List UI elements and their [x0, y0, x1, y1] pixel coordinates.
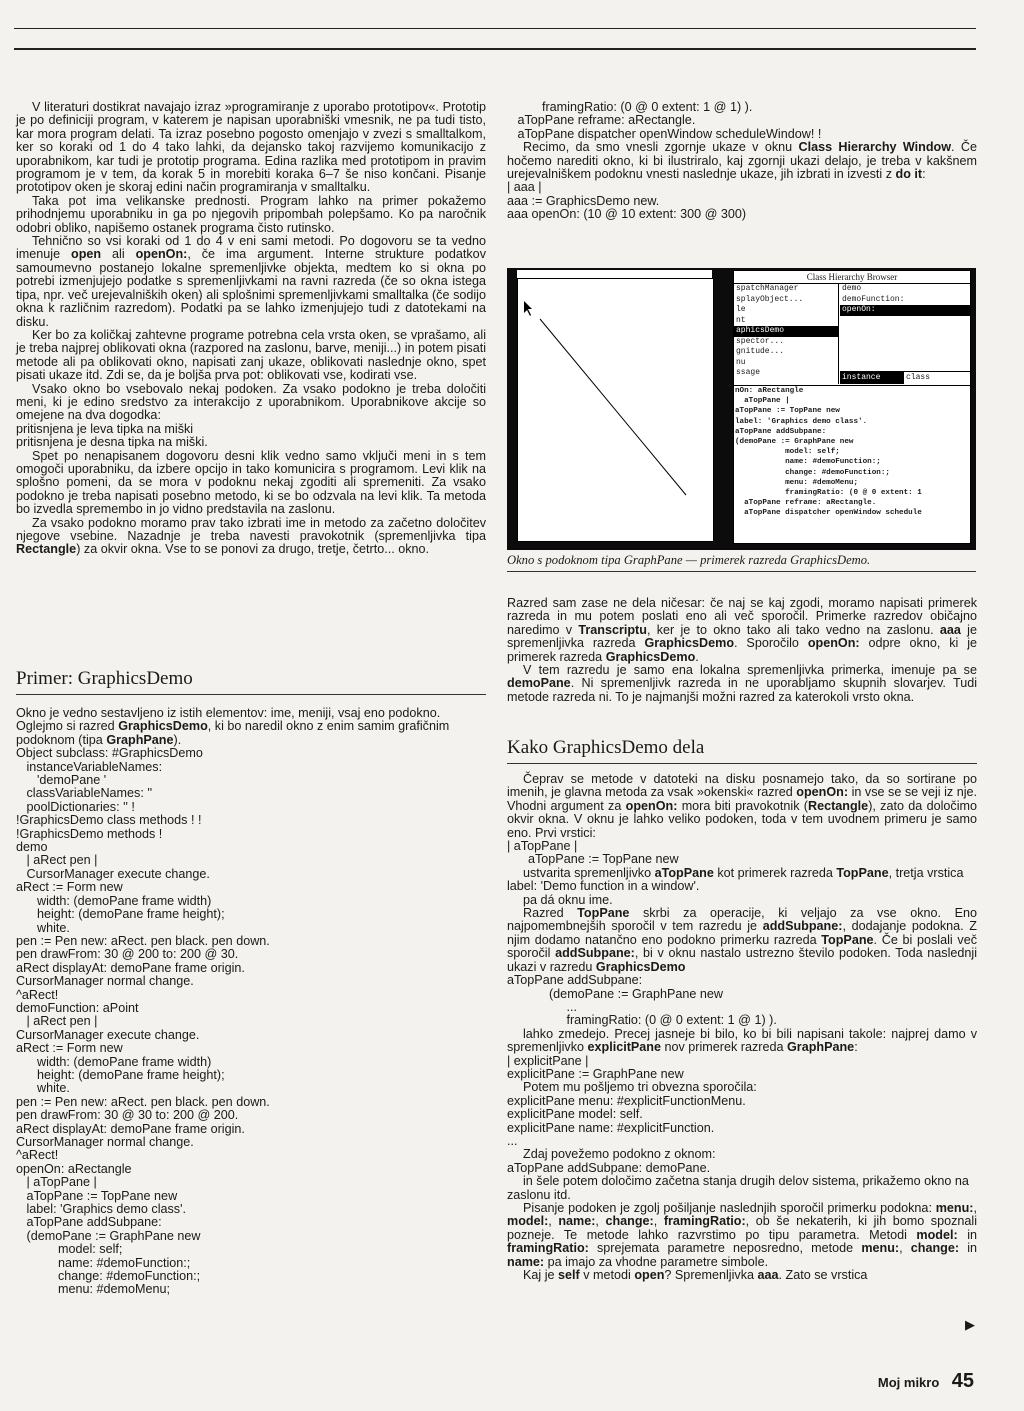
code-line: framingRatio: (0 @ 0 extent: 1 @ 1) ).	[507, 1013, 777, 1028]
code-line: CursorManager normal change.	[16, 974, 194, 989]
code-line: aRect displayAt: demoPane frame origin.	[16, 1121, 245, 1136]
class-list	[734, 284, 839, 384]
code-line: demo	[16, 840, 48, 855]
class-list-item: ssage	[736, 368, 761, 377]
paragraph: Ker bo za količkaj zahtevne programe potrebna cela vrsta oken, se vprašamo, ali je treba najprej oblikovati okna (razpored na zaslonu, barve, meniji...) in potem pisati metode ali pa oblikovati okno, napisati zanj ukaze, oblikovati naslednje okno, spet pisati ukaze itd. Zdi se, da je boljša prva pot: oblikovati vse, kodirati vse.	[16, 327, 486, 383]
class-list-item: spector...	[736, 336, 785, 346]
code-line: aaa openOn: (10 @ 10 extent: 300 @ 300)	[507, 207, 747, 222]
code-line: aTopPane addSubpane: demoPane.	[507, 1160, 711, 1175]
code-line: CursorManager normal change.	[16, 1135, 194, 1149]
top-rule-thin	[14, 28, 976, 29]
code-line: !GraphicsDemo methods !	[16, 826, 163, 841]
class-list-item: le	[736, 305, 746, 314]
graph-pane-canvas	[518, 279, 713, 541]
code-line: ^aRect!	[16, 1148, 59, 1163]
code-line: ...	[507, 1133, 518, 1148]
method-list-item: openOn:	[840, 305, 970, 316]
method-list	[840, 284, 970, 370]
instance-class-toggle	[840, 371, 970, 384]
code-line: | aRect pen |	[16, 853, 98, 868]
class-list-item: nu	[736, 357, 746, 367]
paragraph: in šele potem določimo začetna stanja drugih delov sistema, prikažemo okno na zaslonu itd.	[507, 1174, 969, 1202]
code-line: explicitPane menu: #explicitFunctionMenu.	[507, 1093, 746, 1108]
paragraph: lahko zmedejo. Precej jasneje bi bilo, ko bi bili napisani takole: najprej damo v spremenljivko explicitPane nov primerek razreda GraphPane:	[507, 1026, 977, 1055]
class-list-item: splayObject...	[736, 294, 804, 304]
class-list-item: spatchManager	[736, 284, 799, 293]
code-line: pen drawFrom: 30 @ 30 to: 200 @ 200.	[16, 1108, 239, 1123]
page-number: 45	[951, 1370, 974, 1392]
heading-underline	[16, 694, 486, 695]
code-line: (demoPane := GraphPane new	[507, 986, 723, 1001]
left-column	[16, 101, 486, 557]
code-line: model: self;	[16, 1242, 123, 1257]
browser-title: Class Hierarchy Browser	[734, 271, 970, 284]
code-line: classVariableNames: ''	[16, 786, 153, 801]
paragraph: Zdaj povežemo podokno z oknom:	[523, 1147, 716, 1162]
right-top-block	[507, 101, 977, 222]
code-line: explicitPane := GraphPane new	[507, 1066, 684, 1081]
class-hierarchy-browser-window	[733, 270, 971, 544]
code-line: aaa := GraphicsDemo new.	[507, 193, 660, 208]
mouse-cursor-icon	[524, 301, 532, 316]
code-line: (demoPane := GraphPane new	[16, 1228, 201, 1243]
code-line: | explicitPane |	[507, 1053, 589, 1068]
top-rule-thick	[14, 48, 976, 50]
code-line: white.	[16, 1081, 70, 1096]
page-footer	[878, 1370, 974, 1393]
code-line: openOn: aRectangle	[16, 1161, 132, 1176]
magazine-name: Moj mikro	[877, 1375, 940, 1390]
code-line: width: (demoPane frame width)	[16, 893, 212, 908]
code-line: framingRatio: (0 @ 0 extent: 1 @ 1) ).	[507, 100, 753, 114]
code-line: !GraphicsDemo class methods ! !	[16, 813, 202, 828]
class-list-item: nt	[736, 315, 746, 325]
instance-toggle: instance	[840, 372, 904, 384]
graphics-window-titlebar	[517, 270, 712, 278]
class-toggle: class	[906, 373, 931, 382]
paragraph: Vsako okno bo vsebovalo nekaj podoken. Za vsako podokno je treba določiti meni, ki je edino sredstvo za interakcijo z uporabnikom. Uporabnikove akcije so omejene na dva dogodka:	[16, 381, 486, 423]
code-line: menu: #demoMenu;	[16, 1282, 170, 1297]
paragraph: Razred TopPane skrbi za operacije, ki veljajo za vse okno. Eno najpomembnejših sporočil v tem razredu je addSubpane:, dodajanje podokna. Z njim dodamo natančno eno podokno primerku razreda TopPane. Če bi poslali več sporočil addSubpane:, bi v oknu nastalo ustrezno število podoken. Toda naslednji ukazi v razredu GraphicsDemo	[507, 906, 977, 974]
paragraph: Pisanje podoken je zgolj pošiljanje naslednjih sporočil primerku podokna: menu:, model:, name:, change:, framingRatio:, ob še nekaterih, ki jih bomo spoznali pozneje. Te metode lahko razvrstimo po tipu parametra. Metodi model: in framingRatio: sprejemata parametre neposredno, metode menu:, change: in name: pa imajo za vhodne parametre simbole.	[507, 1201, 978, 1269]
example-block	[16, 707, 490, 1297]
class-list-item: aphicsDemo	[734, 326, 838, 337]
code-line: poolDictionaries: '' !	[16, 799, 135, 814]
code-line: | aTopPane |	[507, 839, 578, 854]
code-line: height: (demoPane frame height);	[16, 907, 225, 922]
section-heading-primer: Primer: GraphicsDemo	[16, 668, 193, 689]
heading-underline-2	[507, 763, 977, 764]
method-list-item: demoFunction:	[842, 294, 905, 304]
continue-arrow-icon: ▶	[965, 1317, 975, 1332]
class-hierarchy-paragraph: Recimo, da smo vnesli zgornje ukaze v oknu Class Hierarchy Window. Če hočemo narediti okno, ki bi ilustriralo, kaj zgornji ukazi delajo, je treba v kakšnem urejevalniškem podoknu vnesti naslednje ukaze, jih izbrati in izvesti z do it:	[507, 140, 977, 182]
code-continued	[507, 101, 977, 141]
paragraph: Potem mu pošljemo tri obvezna sporočila:	[523, 1080, 757, 1095]
code-line: aTopPane addSubpane:	[16, 1215, 162, 1230]
code-line: width: (demoPane frame width)	[16, 1054, 212, 1069]
method-list-item: demo	[842, 284, 862, 293]
right-mid-block	[507, 597, 977, 704]
code-line: name: #demoFunction:;	[16, 1255, 191, 1270]
code-line: pen drawFrom: 30 @ 200 to: 200 @ 30.	[16, 947, 239, 962]
drawn-line	[540, 319, 686, 495]
class-list-item: gnitude...	[736, 347, 785, 356]
events-list	[16, 423, 486, 450]
code-line: pen := Pen new: aRect. pen black. pen down.	[16, 1094, 270, 1109]
code-line: label: 'Demo function in a window'.	[507, 879, 700, 894]
code-line: instanceVariableNames:	[16, 759, 163, 774]
code-line: CursorManager execute change.	[16, 1027, 200, 1042]
class-paragraph: Razred sam zase ne dela ničesar: če naj se kaj zgodi, moramo napisati primerek razreda in mu potem poslati eno ali več sporočil. Primerke razredov običajno naredimo v Transcriptu, ker je to okno tako ali tako vedno na zaslonu. aaa je spremenljivka razreda GraphicsDemo. Sporočilo openOn: odpre okno, ki je primerek razreda GraphicsDemo.	[507, 596, 977, 664]
paragraph: Za vsako podokno moramo prav tako izbrati ime in metodo za začetno določitev njegove vsebine. Nazadnje je treba navesti pravokotnik (spremenljivka tipa Rectangle) za okvir okna. Vse to se ponovi za drugo, tretje, četrto... okno.	[16, 515, 486, 557]
code-line: aTopPane reframe: aRectangle.	[507, 113, 696, 128]
code-line: aRect := Form new	[16, 880, 123, 895]
caption-underline	[507, 571, 976, 572]
code-line: aTopPane dispatcher openWindow scheduleWindow! !	[507, 126, 822, 141]
do-it-code	[507, 181, 977, 221]
code-line: aTopPane addSubpane:	[507, 973, 643, 988]
code-line: aTopPane := TopPane new	[507, 852, 679, 867]
graphics-demo-window	[517, 278, 714, 542]
code-line: aTopPane := TopPane new	[16, 1188, 178, 1203]
screenshot-figure	[507, 268, 976, 550]
code-line: white.	[16, 920, 70, 935]
code-line: | aTopPane |	[16, 1175, 97, 1190]
code-line: | aRect pen |	[16, 1014, 98, 1029]
browser-code-pane: nOn: aRectangle aTopPane | aTopPane := TopPane new label: 'Graphics demo class'. aTopPane addSubpane: (demoPane := GraphPane new model: self; name: #demoFunction:; change: #demoFunction:; menu: #demoMenu; framingRatio: (0 @ 0 extent: 1 aTopPane reframe: aRectangle. aTopPane dispatcher openWindow schedule	[734, 385, 970, 543]
paragraph: Taka pot ima velikanske prednosti. Program lahko na primer pokažemo prihodnjemu uporabniku in ga po njegovih pripombah polepšamo. Ko pa naročnik odobri obliko, napišemo ostanek programa čisto rutinsko.	[16, 193, 486, 235]
code-line: Object subclass: #GraphicsDemo	[16, 746, 203, 761]
demo-pane-paragraph: V tem razredu je samo ena lokalna spremenljivka primerka, imenuje pa se demoPane. Ni spremenljivk razreda in ne uporabljamo skupnih slovarjev. Tudi metode razreda ni. To je najmanjši možni razred za katerokoli vrsto okna.	[507, 663, 977, 704]
right-bottom-block	[507, 773, 977, 1282]
code-line: demoFunction: aPoint	[16, 1000, 139, 1015]
paragraph: ustvarita spremenljivko aTopPane kot primerek razreda TopPane, tretja vrstica	[523, 865, 964, 880]
paragraph: Kaj je self v metodi open? Spremenljivka aaa. Zato se vrstica	[523, 1268, 868, 1283]
paragraph: Čeprav se metode v datoteki na disku posnamejo tako, da so sortirane po imenih, je glavna metoda za vsak »okenski« razred openOn: in vse se se veji iz nje. Vhodni argument za openOn: mora biti pravokotnik (Rectangle), zato da določimo okvir okna. V oknu je lahko veliko podoken, toda v tem uvodnem primeru je samo eno. Prvi vrstici:	[507, 772, 978, 840]
event-item: pritisnjena je leva tipka na miški	[16, 421, 194, 436]
code-line: ^aRect!	[16, 987, 59, 1002]
paragraph: Tehnično so vsi koraki od 1 do 4 v eni sami metodi. Po dogovoru se ta vedno imenuje open ali openOn:, če ima argument. Interne strukture podatkov samoumevno postanejo lokalne spremenljivke objekta, medtem ko si okna po potrebi izmenjujejo podatke s spremenljivkami na ravni razreda (če so okna istega tipa, npr. več urejevalniških oken) ali splošnimi spremenljivkami smalltalka (če sodijo okna k različnim razredom). Podatki pa se lahko izmenjujejo tudi z datotekami na disku.	[16, 234, 486, 329]
intro-text	[16, 101, 486, 423]
code-line: aRect displayAt: demoPane frame origin.	[16, 960, 245, 975]
figure-caption: Okno s podoknom tipa GraphPane — primerek razreda GraphicsDemo.	[507, 553, 871, 567]
code-line: 'demoPane '	[16, 773, 107, 788]
code-line: aRect := Form new	[16, 1041, 123, 1056]
code-line: change: #demoFunction:;	[16, 1269, 201, 1284]
example-intro: Okno je vedno sestavljeno iz istih elementov: ime, meniji, vsaj eno podokno. Oglejmo si razred GraphicsDemo, ki bo naredil okno z enim samim grafičnim podoknom (tipa GraphPane).	[16, 706, 450, 747]
code-line: | aaa |	[507, 180, 542, 195]
code-line: height: (demoPane frame height);	[16, 1067, 225, 1082]
code-listing	[16, 747, 490, 1297]
code-line: pen := Pen new: aRect. pen black. pen down.	[16, 933, 270, 948]
paragraph: Spet po nenapisanem dogovoru desni klik vedno samo vključi meni in s tem omogoči uporabniku, da izbere opcijo in tako komunicira s programom. Levi klik na splošno pomeni, da se mora v podoknu nekaj zgoditi ali spremeniti. Za vsako podokno je treba napisati posebno metodo, ki se bo odzvala na levi klik. Ta metoda bo izvedla spremembo in jo vidno predstavila na zaslonu.	[16, 448, 486, 517]
code-line: explicitPane name: #explicitFunction.	[507, 1120, 715, 1135]
event-item: pritisnjena je desna tipka na miški.	[16, 435, 208, 450]
paragraph: V literaturi dostikrat navajajo izraz »programiranje z uporabo prototipov«. Prototip je po definiciji program, v katerem je napisan uporabniški vmesnik, ne pa tudi tisto, kar mora program delati. Ta izraz posebno pogosto omenjajo v zvezi s smalltalkom, ker so koraki od 1 do 4 tako lahki, da dejansko takoj razvijemo komunikacijo z uporabnikom, kar tudi je prototip programa. Edina razlika med prototipom in pravim programom je v tem, da korak 5 in morebiti koraka 6–7 še niso končani. Pisanje prototipov oken je skoraj edini način programiranja v smalltalku.	[16, 100, 486, 195]
code-line: ...	[507, 999, 577, 1014]
paragraph: pa dá oknu ime.	[523, 892, 613, 907]
after-events-text	[16, 450, 486, 557]
code-line: label: 'Graphics demo class'.	[16, 1202, 186, 1217]
section-heading-kako: Kako GraphicsDemo dela	[507, 737, 705, 758]
code-line: CursorManager execute change.	[16, 866, 210, 881]
code-line: explicitPane model: self.	[507, 1107, 643, 1122]
